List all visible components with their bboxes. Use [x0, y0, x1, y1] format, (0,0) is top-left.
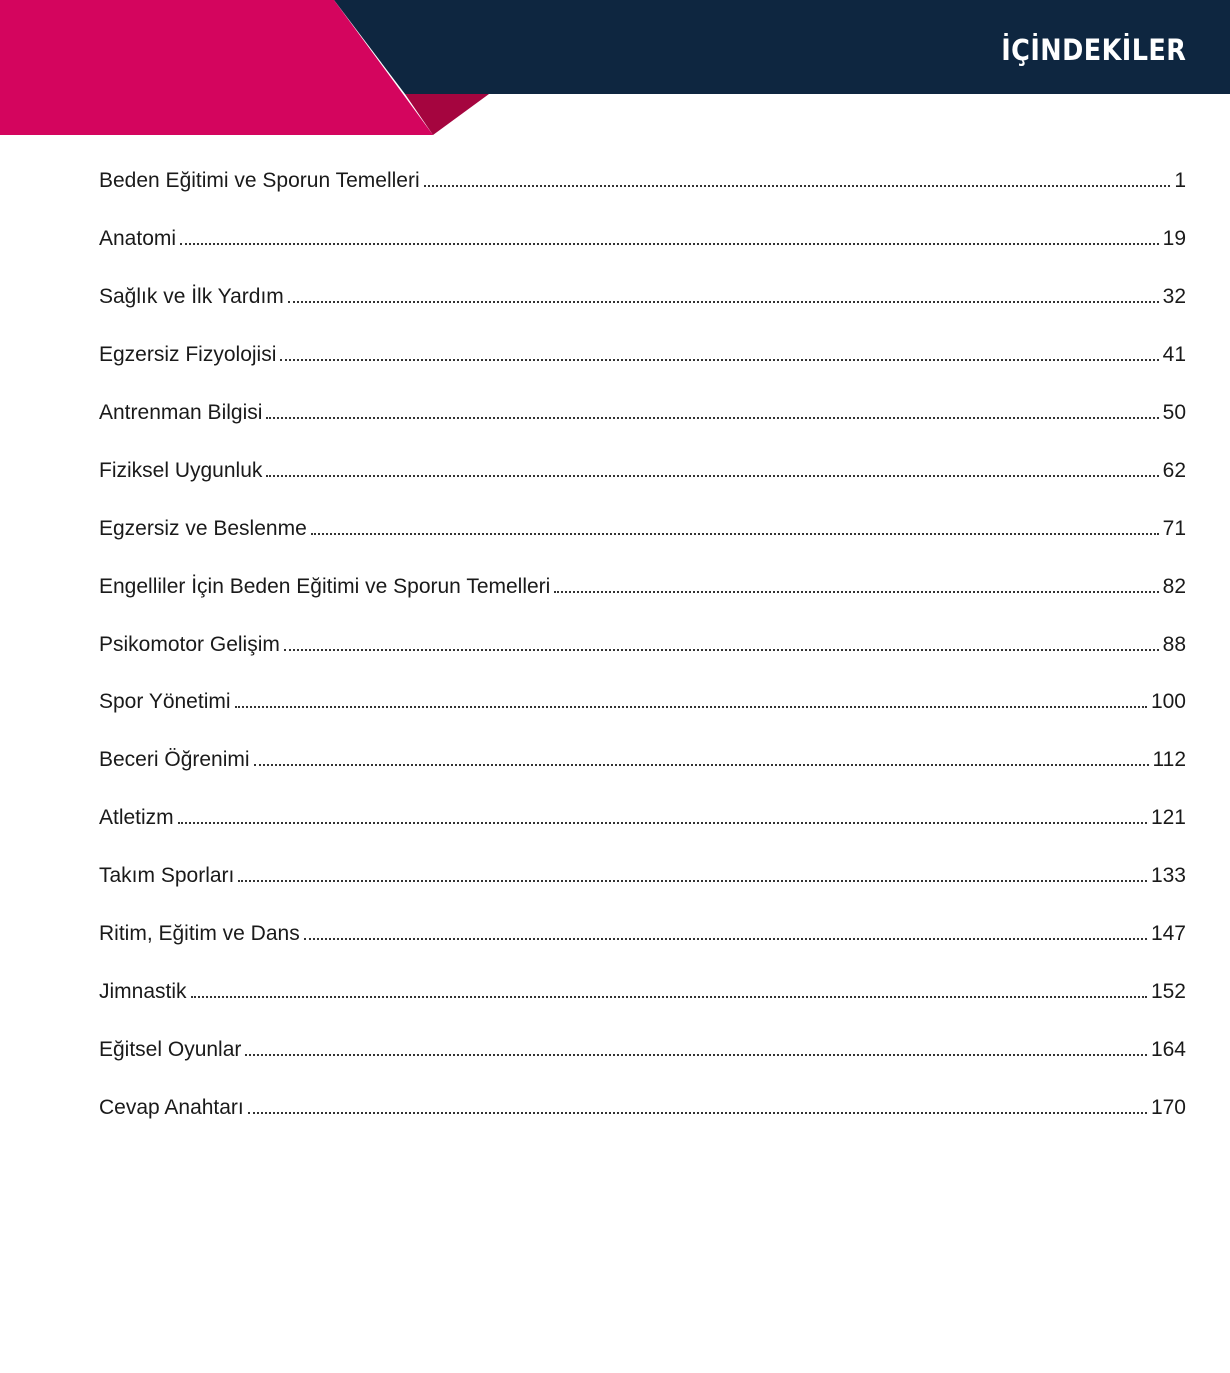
toc-dot-leader: [284, 648, 1159, 651]
toc-dot-leader: [180, 242, 1159, 245]
toc-entry-title: Egzersiz Fizyolojisi: [99, 343, 277, 367]
toc-dot-leader: [266, 416, 1158, 419]
toc-entry-page-number: 147: [1150, 922, 1186, 946]
toc-entry-title: Beden Eğitimi ve Sporun Temelleri: [99, 169, 420, 193]
toc-entry[interactable]: [99, 789, 1186, 847]
toc-dot-leader: [248, 1111, 1147, 1114]
toc-dot-leader: [235, 705, 1147, 708]
toc-entry[interactable]: [99, 384, 1186, 442]
toc-entry[interactable]: [99, 615, 1186, 673]
toc-entry-title: Takım Sporları: [99, 864, 235, 888]
toc-entry-page-number: 71: [1162, 516, 1186, 540]
toc-entry[interactable]: [99, 731, 1186, 789]
toc-entry-page-number: 88: [1162, 632, 1186, 656]
toc-entry[interactable]: [99, 499, 1186, 557]
toc-dot-leader: [424, 184, 1171, 187]
toc-entry-title: Ritim, Eğitim ve Dans: [99, 922, 300, 946]
toc-entry-page-number: 121: [1150, 806, 1186, 830]
toc-entry-title: Beceri Öğrenimi: [99, 748, 250, 772]
toc-entry-page-number: 100: [1150, 690, 1186, 714]
toc-entry-title: Atletizm: [99, 806, 174, 830]
toc-entry-page-number: 133: [1150, 864, 1186, 888]
toc-entry[interactable]: [99, 326, 1186, 384]
toc-dot-leader: [304, 937, 1147, 940]
toc-entry-title: Engelliler İçin Beden Eğitimi ve Sporun Temelleri: [99, 574, 551, 598]
toc-entry-title: Antrenman Bilgisi: [99, 401, 263, 424]
toc-entry-title: Eğitsel Oyunlar: [99, 1037, 242, 1061]
toc-dot-leader: [288, 300, 1159, 303]
toc-dot-leader: [254, 763, 1149, 766]
toc-entry-title: Fiziksel Uygunluk: [99, 458, 263, 482]
toc-entry[interactable]: [99, 673, 1186, 731]
toc-entry-page-number: 50: [1162, 401, 1186, 424]
toc-entry[interactable]: [99, 210, 1186, 268]
toc-entry-title: Jimnastik: [99, 979, 187, 1003]
toc-entry[interactable]: [99, 441, 1186, 499]
toc-entry-page-number: 164: [1150, 1037, 1186, 1061]
toc-entry-page-number: 41: [1162, 343, 1186, 367]
toc-entry-page-number: 62: [1162, 458, 1186, 482]
toc-entry[interactable]: [99, 268, 1186, 326]
toc-entry[interactable]: [99, 152, 1186, 210]
toc-entry-page-number: 152: [1150, 979, 1186, 1003]
toc-dot-leader: [266, 474, 1158, 477]
toc-dot-leader: [245, 1053, 1147, 1056]
toc-dot-leader: [178, 821, 1147, 824]
toc-entry-page-number: 170: [1150, 1095, 1186, 1119]
toc-dot-leader: [238, 879, 1147, 882]
toc-dot-leader: [554, 590, 1158, 593]
table-of-contents: [99, 152, 1186, 1136]
toc-entry[interactable]: [99, 962, 1186, 1020]
header-banner: [0, 0, 1230, 140]
toc-entry[interactable]: [99, 1020, 1186, 1078]
toc-entry-page-number: 32: [1162, 285, 1186, 309]
toc-entry-page-number: 112: [1152, 748, 1186, 772]
toc-entry-title: Egzersiz ve Beslenme: [99, 516, 307, 540]
toc-entry[interactable]: [99, 847, 1186, 905]
toc-entry[interactable]: [99, 557, 1186, 615]
toc-entry-page-number: 19: [1162, 227, 1186, 251]
toc-entry[interactable]: [99, 905, 1186, 963]
toc-entry-title: Cevap Anahtarı: [99, 1095, 244, 1119]
toc-dot-leader: [191, 995, 1147, 998]
toc-dot-leader: [311, 532, 1159, 535]
toc-entry-page-number: 82: [1162, 574, 1186, 598]
toc-dot-leader: [280, 358, 1158, 361]
toc-entry-page-number: 1: [1174, 169, 1186, 193]
toc-entry-title: Anatomi: [99, 227, 177, 251]
toc-entry-title: Spor Yönetimi: [99, 690, 231, 714]
page-title: İÇİNDEKİLER: [1000, 33, 1186, 67]
toc-entry-title: Sağlık ve İlk Yardım: [99, 285, 284, 309]
toc-entry[interactable]: [99, 1078, 1186, 1136]
toc-entry-title: Psikomotor Gelişim: [99, 632, 280, 656]
